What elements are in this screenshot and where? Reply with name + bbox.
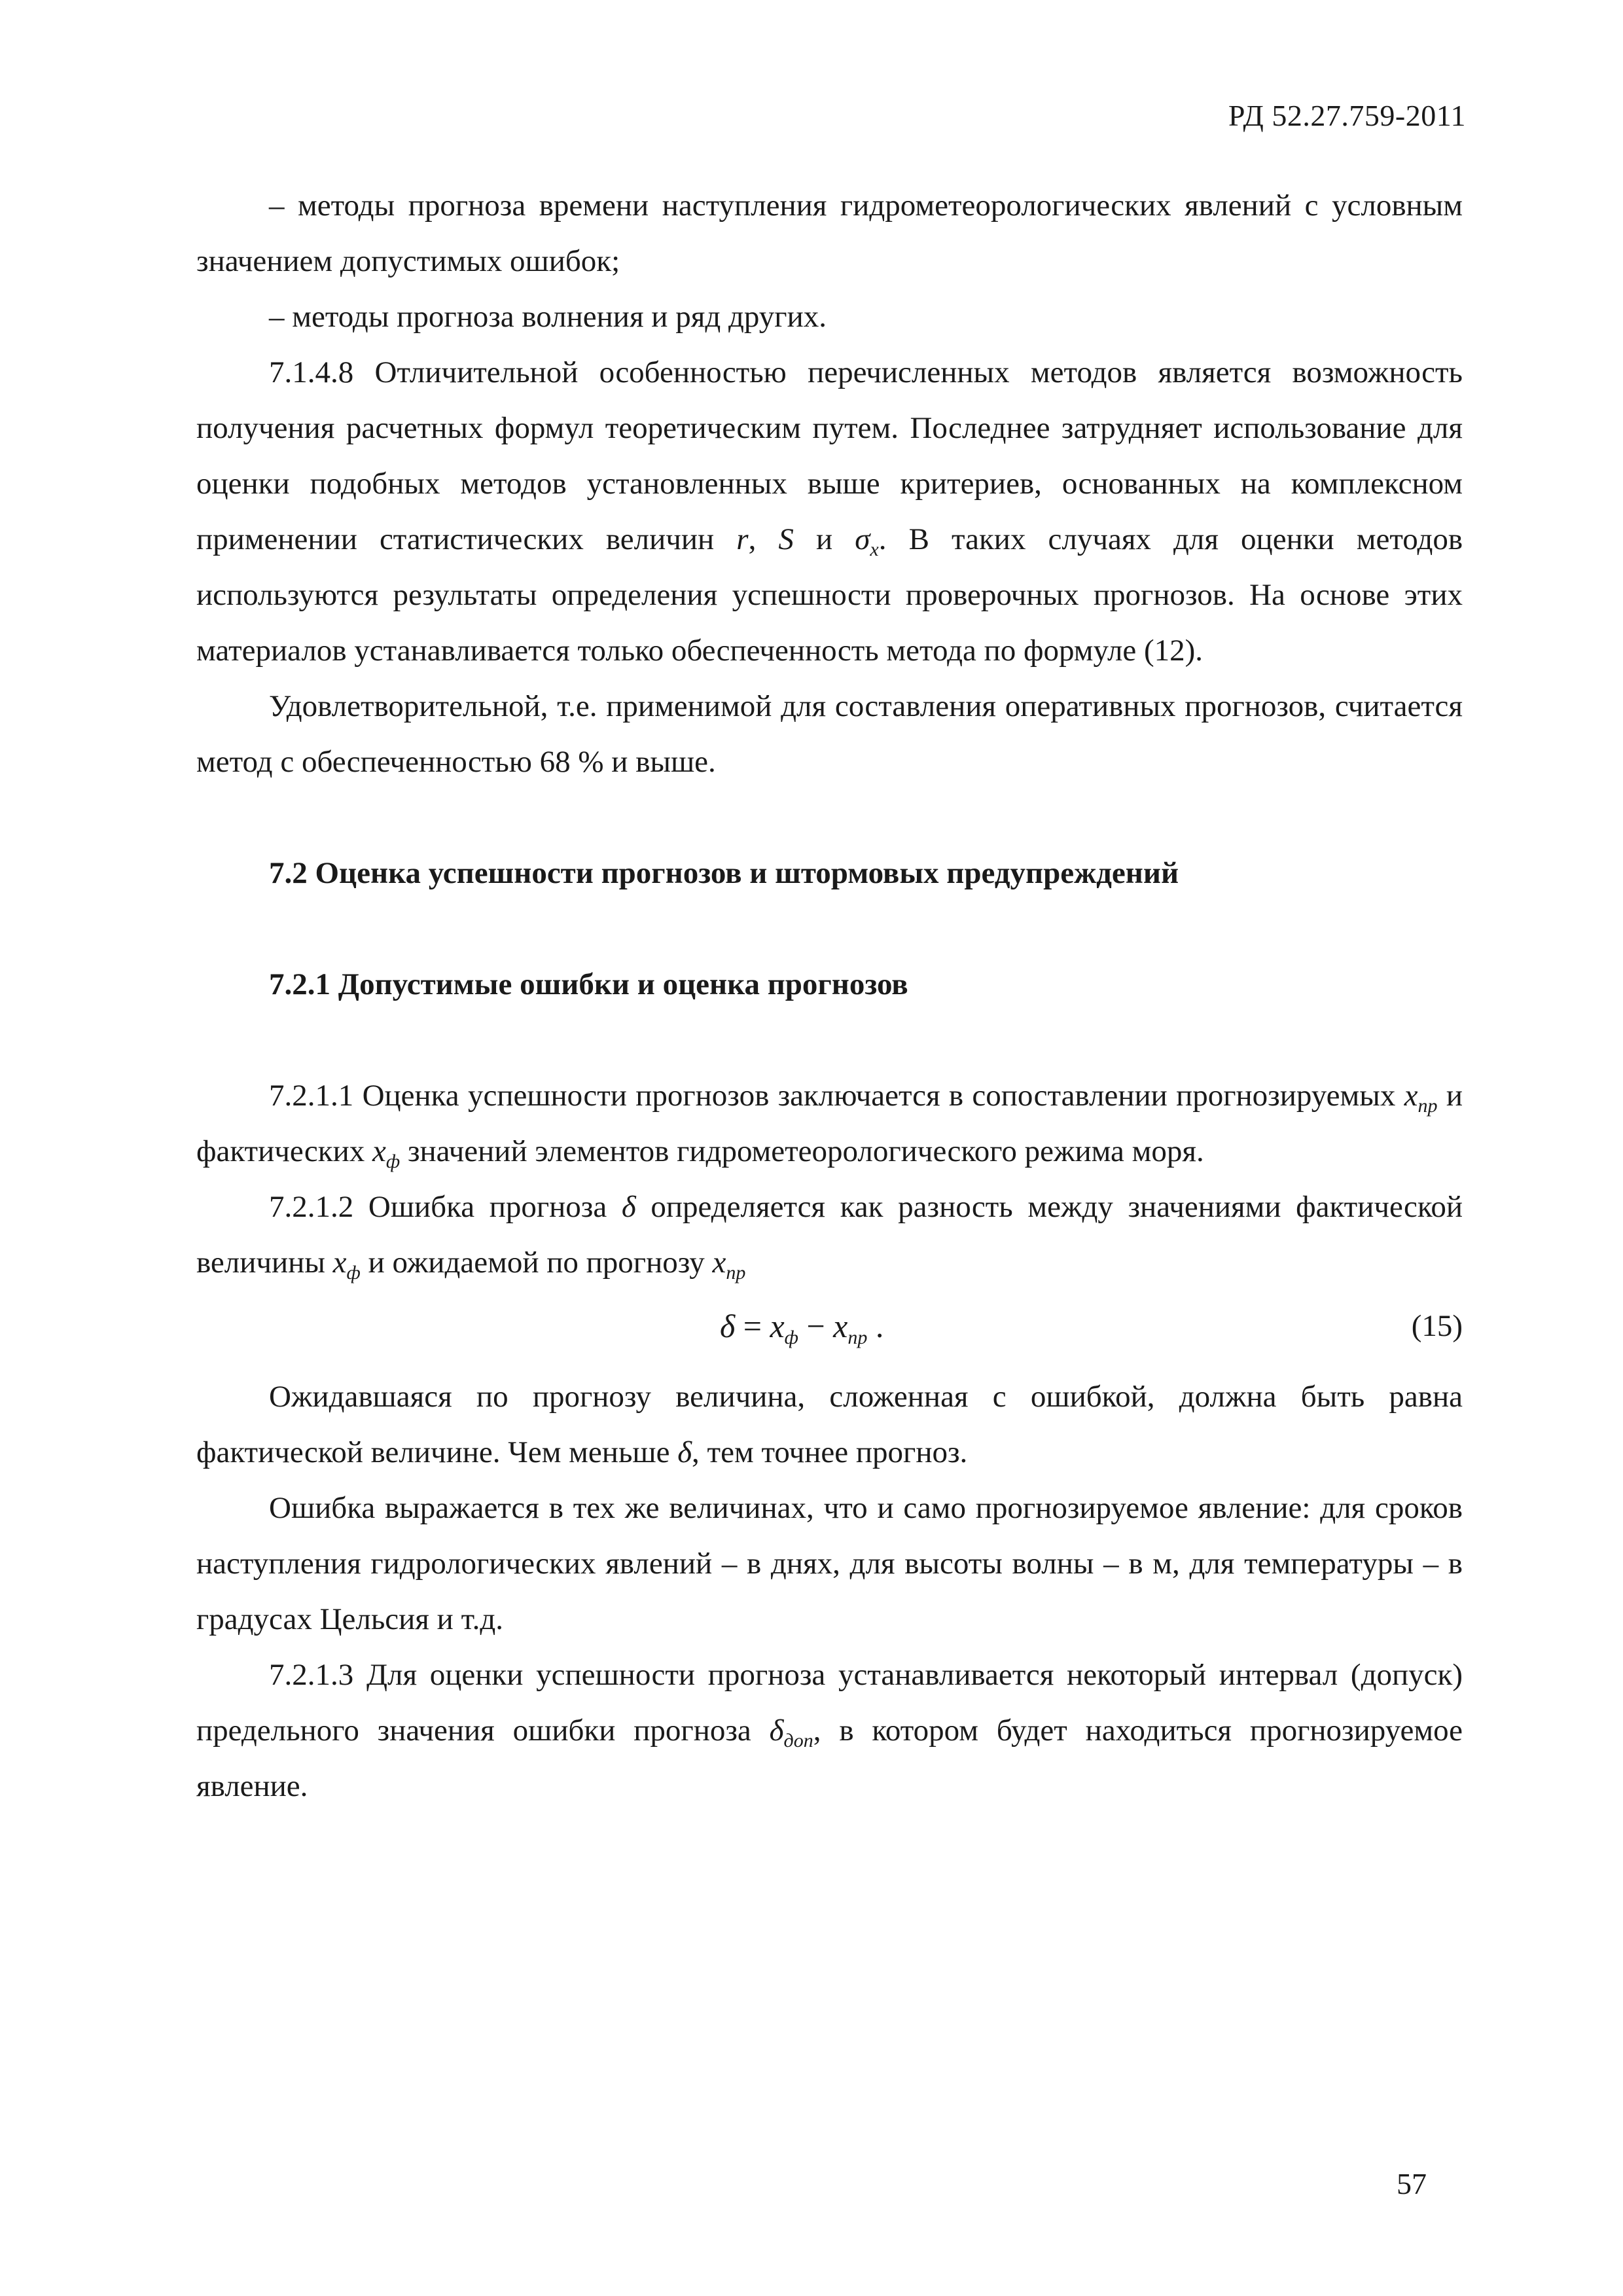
document-code: РД 52.27.759-2011 xyxy=(1228,99,1466,132)
symbol-x-actual: $x_ф$ xyxy=(332,1246,361,1283)
symbol-sigma-x: $\sigma_x$ xyxy=(855,522,879,560)
paragraph-expected-value: Ожидавшаяся по прогнозу величина, сложенная с ошибкой, должна быть равна фактической величине. Чем меньше δ, тем точнее прогноз. xyxy=(196,1380,1463,1469)
page-body xyxy=(196,178,1463,1814)
formula-expression: $\delta = x_ф - x_{пр}$ . xyxy=(720,1308,884,1348)
symbol-x-actual: $x_ф$ xyxy=(372,1134,401,1172)
paragraph-satisfactory: Удовлетворительной, т.е. применимой для составления оперативных прогнозов, считается метод с обеспеченностью 68 % и выше. xyxy=(196,689,1463,779)
symbol-delta: δ xyxy=(677,1435,692,1469)
paragraph-7-2-1-1: 7.2.1.1 Оценка успешности прогнозов заключается в сопоставлении прогнозируемых $x_{пр}$ и фактических $x_ф$ значений элементов гидрометеорологического режима моря. xyxy=(196,1079,1463,1172)
formula-15 xyxy=(196,1291,1463,1369)
symbol-r: r xyxy=(736,522,749,556)
paragraph-error-units: Ошибка выражается в тех же величинах, что и само прогнозируемое явление: для сроков наступления гидрологических явлений – в днях, для высоты волны – в м, для температуры – в градусах Цельсия и т.д. xyxy=(196,1491,1463,1636)
section-heading-7-2: 7.2 Оценка успешности прогнозов и штормовых предупреждений xyxy=(269,856,1179,890)
symbol-s: S xyxy=(778,522,794,556)
section-heading-7-2-1: 7.2.1 Допустимые ошибки и оценка прогнозов xyxy=(269,967,908,1001)
paragraph-methods-waves: – методы прогноза волнения и ряд других. xyxy=(269,300,827,334)
symbol-x-forecast: $x_{пр}$ xyxy=(712,1246,746,1283)
paragraph-methods-time: – методы прогноза времени наступления гидрометеорологических явлений с условным значением допустимых ошибок; xyxy=(196,188,1463,278)
paragraph-7-2-1-3: 7.2.1.3 Для оценки успешности прогноза устанавливается некоторый интервал (допуск) предельного значения ошибки прогноза $\delta_{доп}$, в котором будет находиться прогнозируемое явление. xyxy=(196,1658,1463,1803)
paragraph-7-2-1-2: 7.2.1.2 Ошибка прогноза δ определяется как разность между значениями фактической величины $x_ф$ и ожидаемой по прогнозу $x_{пр}$ xyxy=(196,1190,1463,1283)
symbol-delta-allowed: $\delta_{доп}$ xyxy=(769,1713,813,1751)
symbol-x-forecast: $x_{пр}$ xyxy=(1404,1079,1438,1117)
paragraph-7-1-4-8: 7.1.4.8 Отличительной особенностью перечисленных методов является возможность получения расчетных формул теоретическим путем. Последнее затрудняет использование для оценки подобных методов установленных выше критериев, основанных на комплексном применении статистических величин r, S и $\sigma_x$. В таких случаях для оценки методов используются результаты определения успешности проверочных прогнозов. На основе этих материалов устанавливается только обеспеченность метода по формуле (12). xyxy=(196,355,1463,668)
page-number: 57 xyxy=(1397,2167,1427,2200)
symbol-delta: δ xyxy=(621,1190,636,1224)
formula-number: (15) xyxy=(1411,1309,1463,1343)
